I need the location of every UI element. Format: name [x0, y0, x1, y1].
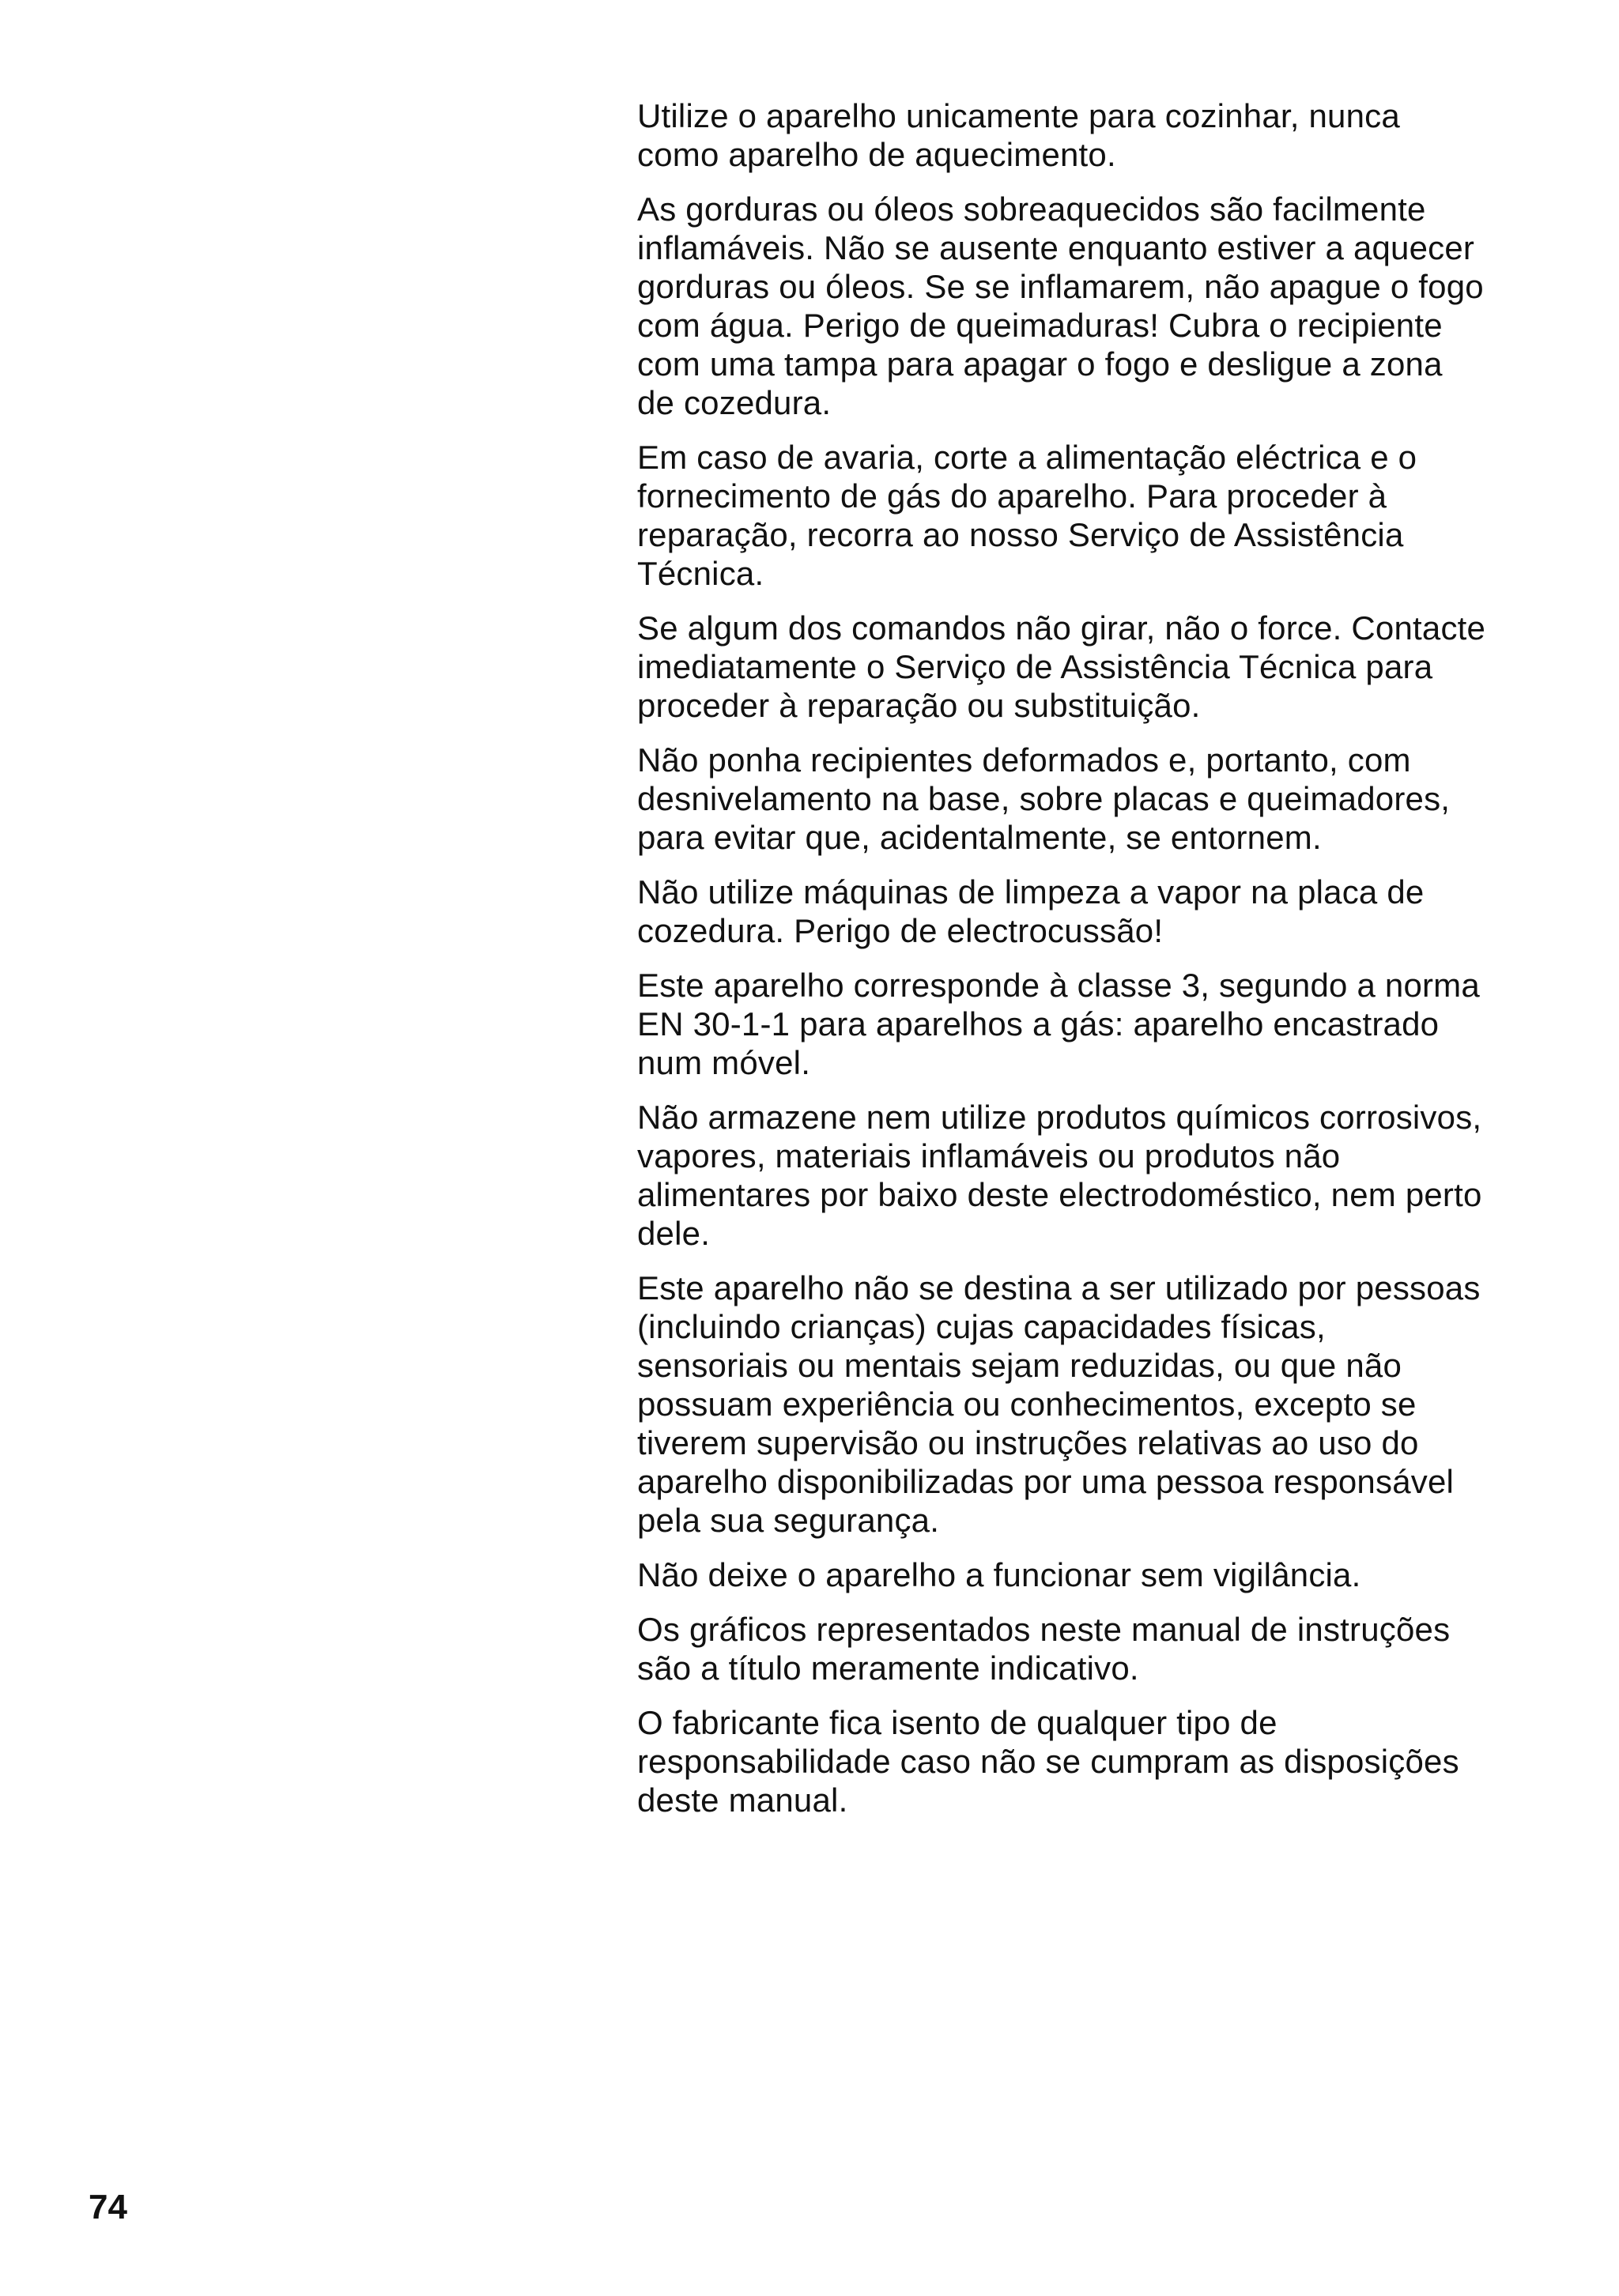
text-line: de cozedura.: [637, 384, 832, 421]
text-line: alimentares por baixo deste electrodoméstico, nem perto: [637, 1176, 1482, 1213]
text-line: deste manual.: [637, 1781, 848, 1819]
text-line: Não deixe o aparelho a funcionar sem vigilância.: [637, 1556, 1361, 1593]
text-line: Em caso de avaria, corte a alimentação eléctrica e o: [637, 439, 1417, 476]
text-line: sensoriais ou mentais sejam reduzidas, ou que não: [637, 1347, 1402, 1384]
text-line: Técnica.: [637, 555, 764, 592]
text-line: Este aparelho não se destina a ser utilizado por pessoas: [637, 1269, 1481, 1306]
text-line: imediatamente o Serviço de Assistência Técnica para: [637, 648, 1433, 685]
text-line: EN 30-1-1 para aparelhos a gás: aparelho encastrado: [637, 1005, 1440, 1042]
paragraph-controls-stuck: [637, 609, 1578, 725]
text-line: dele.: [637, 1215, 711, 1252]
paragraph-deformed-pans: [637, 741, 1578, 857]
paragraph-graphics-indicative: [637, 1610, 1578, 1687]
text-line: Utilize o aparelho unicamente para cozinhar, nunca: [637, 97, 1400, 134]
text-line: Não ponha recipientes deformados e, portanto, com: [637, 741, 1411, 779]
text-line: gorduras ou óleos. Se se inflamarem, não apague o fogo: [637, 268, 1484, 305]
text-line: responsabilidade caso não se cumpram as disposições: [637, 1743, 1459, 1780]
paragraph-overheated-fats: [637, 190, 1578, 422]
text-line: inflamáveis. Não se ausente enquanto estiver a aquecer: [637, 229, 1475, 266]
paragraph-unattended: [637, 1555, 1578, 1594]
paragraph-supervision: [637, 1269, 1578, 1540]
text-line: tiverem supervisão ou instruções relativas ao uso do: [637, 1424, 1419, 1461]
paragraph-steam-cleaners: [637, 873, 1578, 950]
text-line: (incluindo crianças) cujas capacidades físicas,: [637, 1308, 1326, 1345]
text-line: são a título meramente indicativo.: [637, 1649, 1139, 1687]
paragraph-appliance-class: [637, 966, 1578, 1082]
text-line: Não utilize máquinas de limpeza a vapor na placa de: [637, 873, 1425, 910]
text-line: com uma tampa para apagar o fogo e desligue a zona: [637, 345, 1443, 383]
paragraph-cooking-only: [637, 96, 1578, 174]
text-line: desnivelamento na base, sobre placas e queimadores,: [637, 780, 1451, 817]
text-line: para evitar que, acidentalmente, se entornem.: [637, 819, 1322, 856]
paragraph-manufacturer-liability: [637, 1703, 1578, 1819]
text-line: reparação, recorra ao nosso Serviço de Assistência: [637, 516, 1404, 553]
text-line: com água. Perigo de queimaduras! Cubra o recipiente: [637, 307, 1443, 344]
text-line: possuam experiência ou conhecimentos, excepto se: [637, 1386, 1417, 1423]
text-line: fornecimento de gás do aparelho. Para proceder à: [637, 477, 1387, 515]
text-line: num móvel.: [637, 1044, 811, 1081]
paragraph-storage-warning: [637, 1098, 1578, 1253]
text-line: As gorduras ou óleos sobreaquecidos são facilmente: [637, 190, 1426, 228]
text-line: como aparelho de aquecimento.: [637, 136, 1116, 173]
text-line: O fabricante fica isento de qualquer tipo de: [637, 1704, 1277, 1741]
text-line: Este aparelho corresponde à classe 3, segundo a norma: [637, 967, 1480, 1004]
text-line: Os gráficos representados neste manual de instruções: [637, 1611, 1451, 1648]
safety-text-column: [637, 96, 1578, 1835]
text-line: aparelho disponibilizadas por uma pessoa responsável: [637, 1463, 1455, 1500]
text-line: pela sua segurança.: [637, 1502, 940, 1539]
text-line: cozedura. Perigo de electrocussão!: [637, 912, 1164, 949]
text-line: vapores, materiais inflamáveis ou produtos não: [637, 1137, 1341, 1174]
paragraph-malfunction: [637, 438, 1578, 593]
page-number: 74: [89, 2188, 127, 2226]
text-line: Se algum dos comandos não girar, não o force. Contacte: [637, 609, 1486, 647]
text-line: Não armazene nem utilize produtos químicos corrosivos,: [637, 1099, 1482, 1136]
text-line: proceder à reparação ou substituição.: [637, 687, 1201, 724]
